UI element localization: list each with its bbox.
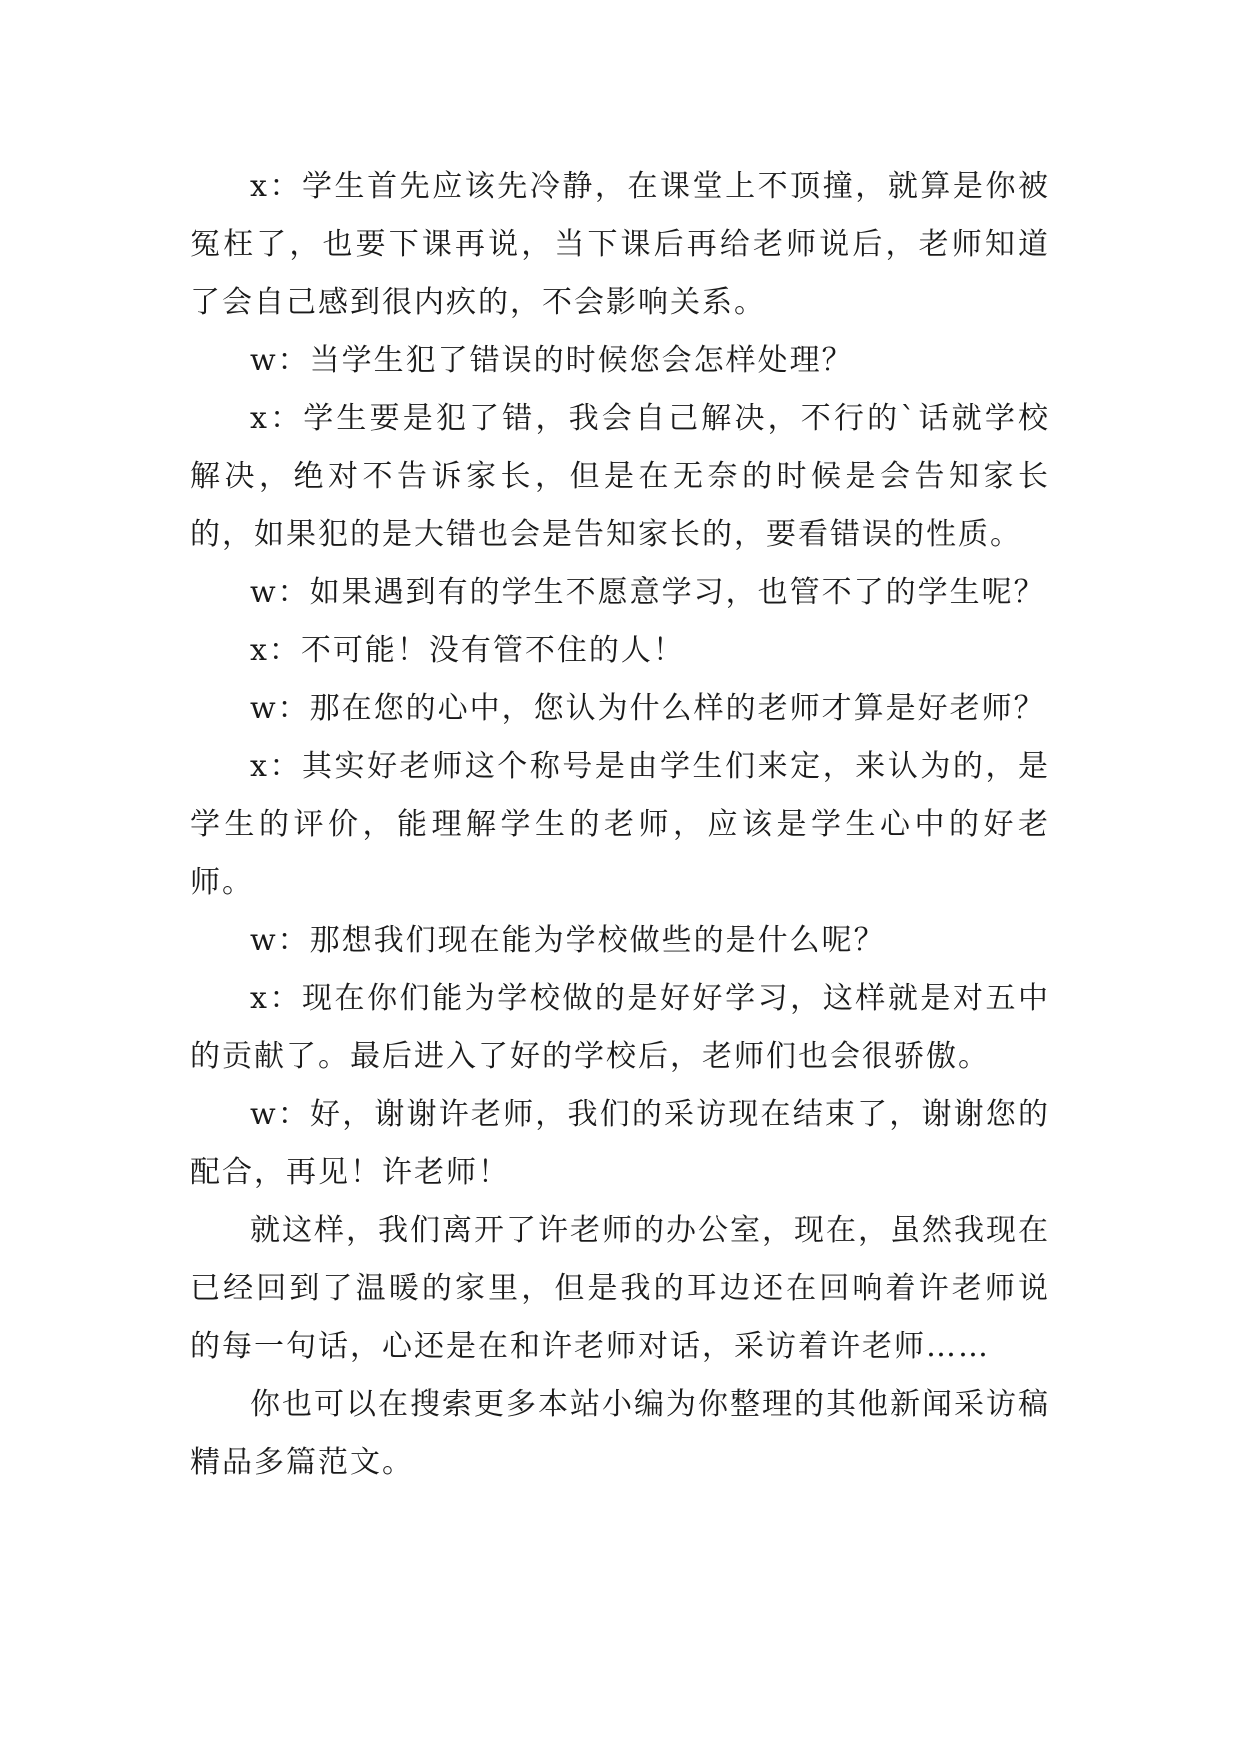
paragraph: x：学生首先应该先冷静，在课堂上不顶撞，就算是你被冤枉了，也要下课再说，当下课后再给老师说后，老师知道了会自己感到很内疚的，不会影响关系。 xyxy=(190,169,1050,320)
paragraph: x：现在你们能为学校做的是好好学习，这样就是对五中的贡献了。最后进入了好的学校后，老师们也会很骄傲。 xyxy=(190,981,1050,1074)
paragraph: w：那在您的心中，您认为什么样的老师才算是好老师？ xyxy=(250,691,1046,726)
document-body xyxy=(190,158,1050,1492)
paragraph: x：学生要是犯了错，我会自己解决，不行的`话就学校解决，绝对不告诉家长，但是在无奈的时候是会告知家长的，如果犯的是大错也会是告知家长的，要看错误的性质。 xyxy=(190,401,1050,552)
paragraph: w：如果遇到有的学生不愿意学习，也管不了的学生呢？ xyxy=(250,575,1046,610)
paragraph: x：其实好老师这个称号是由学生们来定，来认为的，是学生的评价，能理解学生的老师，应该是学生心中的好老师。 xyxy=(190,749,1050,900)
paragraph: w：好，谢谢许老师，我们的采访现在结束了，谢谢您的配合，再见！许老师！ xyxy=(190,1097,1050,1190)
paragraph: w：那想我们现在能为学校做些的是什么呢？ xyxy=(250,923,886,958)
paragraph: 就这样，我们离开了许老师的办公室，现在，虽然我现在已经回到了温暖的家里，但是我的耳边还在回响着许老师说的每一句话，心还是在和许老师对话，采访着许老师…… xyxy=(190,1213,1050,1364)
paragraph: x：不可能！没有管不住的人！ xyxy=(250,633,685,668)
paragraph: 你也可以在搜索更多本站小编为你整理的其他新闻采访稿精品多篇范文。 xyxy=(190,1387,1050,1480)
paragraph: w：当学生犯了错误的时候您会怎样处理？ xyxy=(250,343,854,378)
